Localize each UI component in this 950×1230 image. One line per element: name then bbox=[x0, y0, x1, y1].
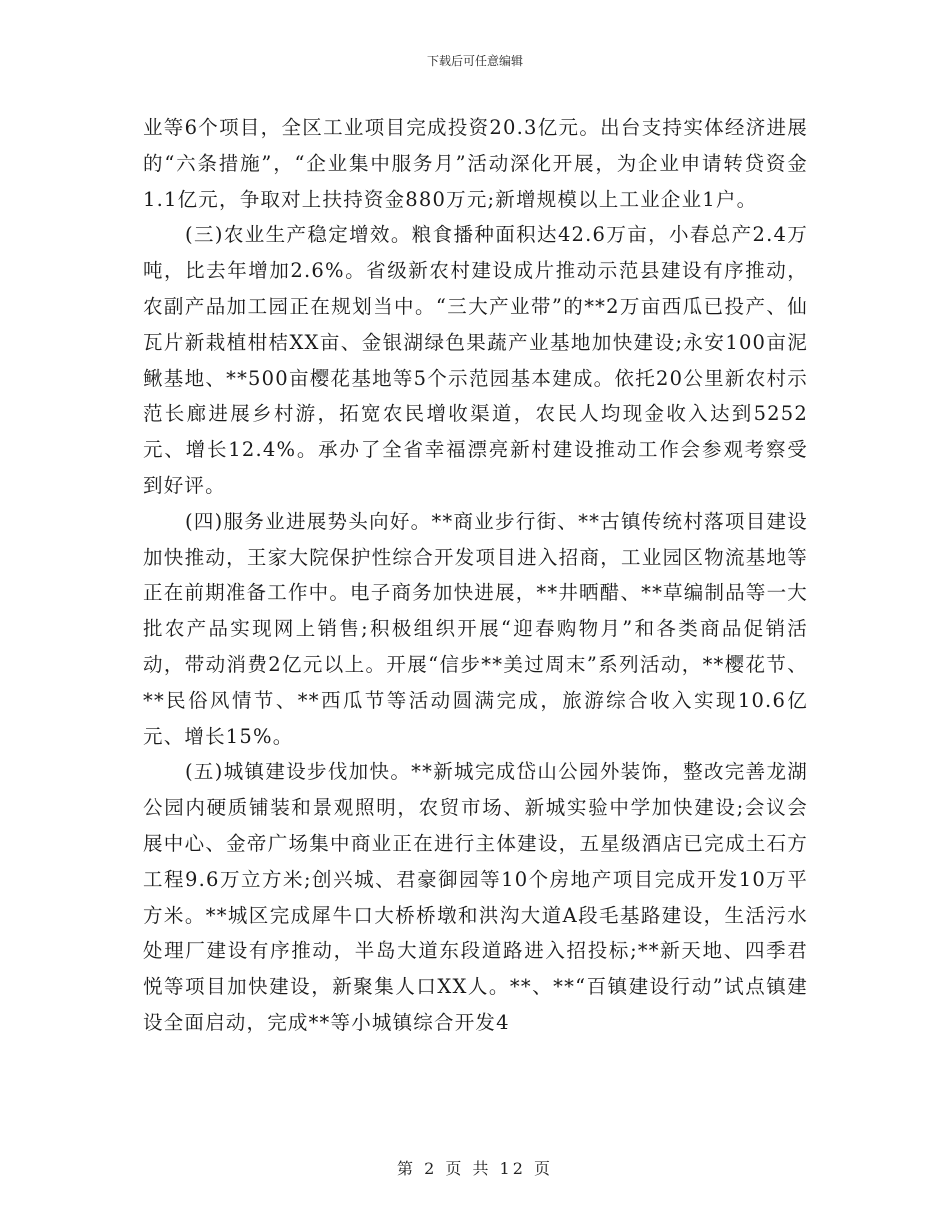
paragraph-services: (四)服务业进展势头向好。**商业步行街、**古镇传统村落项目建设加快推动，王家大院保护性综合开发项目进入招商，工业园区物流基地等正在前期准备工作中。电子商务加快进展，**井晒醋、**草编制品等一大批农产品实现网上销售;积极组织开展“迎春购物月”和各类商品促销活动，带动消费2亿元以上。开展“信步**美过周末”系列活动，**樱花节、**民俗风情节、**西瓜节等活动圆满完成，旅游综合收入实现10.6亿元、增长15%。 bbox=[143, 509, 808, 748]
paragraph-continued: 业等6个项目，全区工业项目完成投资20.3亿元。出台支持实体经济进展的“六条措施”，“企业集中服务月”活动深化开展，为企业申请转贷资金1.1亿元，争取对上扶持资金880万元;新增规模以上工业企业1户。 bbox=[143, 116, 808, 211]
page-header: 下载后可任意编辑 bbox=[426, 54, 523, 68]
document-body bbox=[143, 110, 808, 1041]
page-number: 第 2 页 共 12 页 bbox=[397, 1159, 553, 1178]
paragraph-urban-construction: (五)城镇建设步伐加快。**新城完成岱山公园外装饰，整改完善龙湖公园内硬质铺装和景观照明，农贸市场、新城实验中学加快建设;会议会展中心、金帝广场集中商业正在进行主体建设，五星级酒店已完成土石方工程9.6万立方米;创兴城、君豪御园等10个房地产项目完成开发10万平方米。**城区完成犀牛口大桥桥墩和洪沟大道A段毛基路建设，生活污水处理厂建设有序推动，半岛大道东段道路进入招投标;**新天地、四季君悦等项目加快建设，新聚集人口XX人。**、**“百镇建设行动”试点镇建设全面启动，完成**等小城镇综合开发4 bbox=[143, 760, 808, 1034]
paragraph-agriculture: (三)农业生产稳定增效。粮食播种面积达42.6万亩，小春总产2.4万吨，比去年增加2.6%。省级新农村建设成片推动示范县建设有序推动，农副产品加工园正在规划当中。“三大产业带”的**2万亩西瓜已投产、仙瓦片新栽植柑桔XX亩、金银湖绿色果蔬产业基地加快建设;永安100亩泥鳅基地、**500亩樱花基地等5个示范园基本建成。依托20公里新农村示范长廊进展乡村游，拓宽农民增收渠道，农民人均现金收入达到5252元、增长12.4%。承办了全省幸福漂亮新村建设推动工作会参观考察受到好评。 bbox=[143, 223, 808, 497]
